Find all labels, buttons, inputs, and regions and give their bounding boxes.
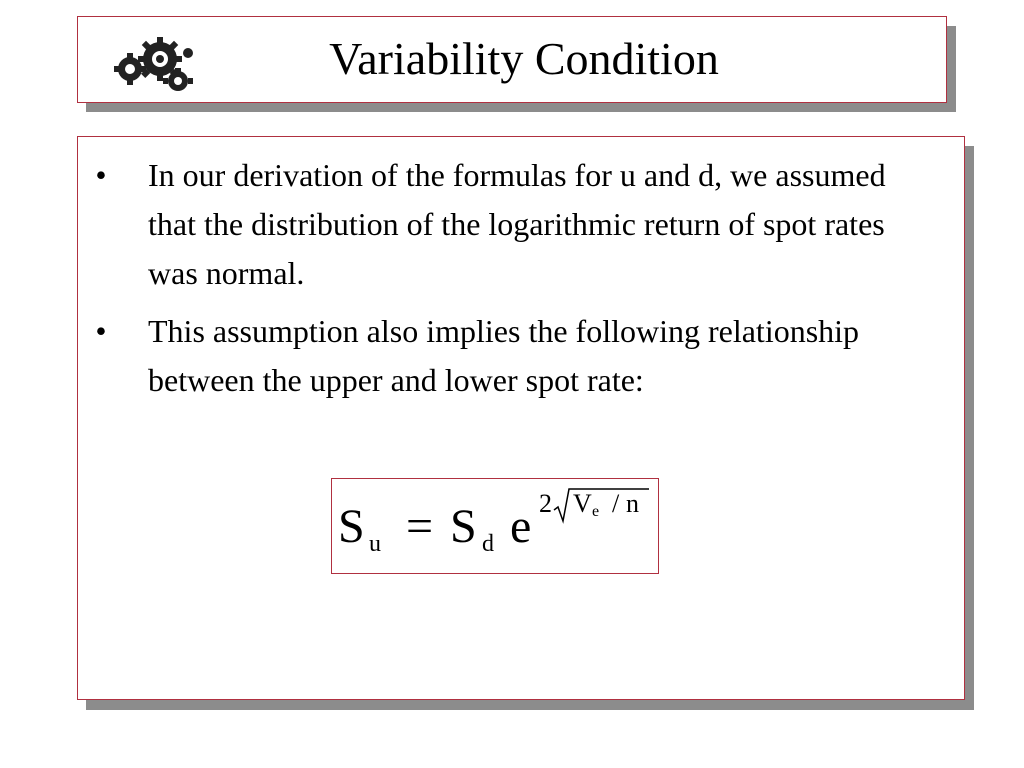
bullet-marker: •	[95, 313, 107, 349]
formula-exponent-coefficient: 2	[539, 489, 552, 518]
bullet-marker: •	[95, 157, 107, 193]
formula-box	[331, 478, 659, 574]
title-box	[77, 16, 947, 103]
formula-lhs-subscript: u	[369, 531, 381, 557]
formula-exponent-variable: V	[573, 489, 592, 518]
bullet-text: This assumption also implies the following relationship between the upper and lower spot rate:	[148, 313, 860, 398]
bullet-item	[78, 151, 934, 298]
bullet-item	[78, 307, 934, 405]
formula-base: e	[510, 500, 532, 553]
content-box	[77, 136, 965, 700]
formula-equals: =	[406, 500, 434, 553]
formula-lhs: S	[338, 500, 365, 553]
bullet-list	[78, 151, 934, 414]
formula-exponent-slash: /	[612, 489, 620, 518]
bullet-text: In our derivation of the formulas for u and d, we assumed that the distribution of the logarithmic return of spot rates was normal.	[148, 157, 886, 291]
formula-exponent-variable-subscript: e	[592, 503, 600, 520]
formula-rhs-subscript: d	[482, 531, 494, 557]
formula-rhs: S	[450, 500, 477, 553]
slide-title: Variability Condition	[329, 33, 719, 84]
formula-exponent-n: n	[626, 489, 639, 518]
